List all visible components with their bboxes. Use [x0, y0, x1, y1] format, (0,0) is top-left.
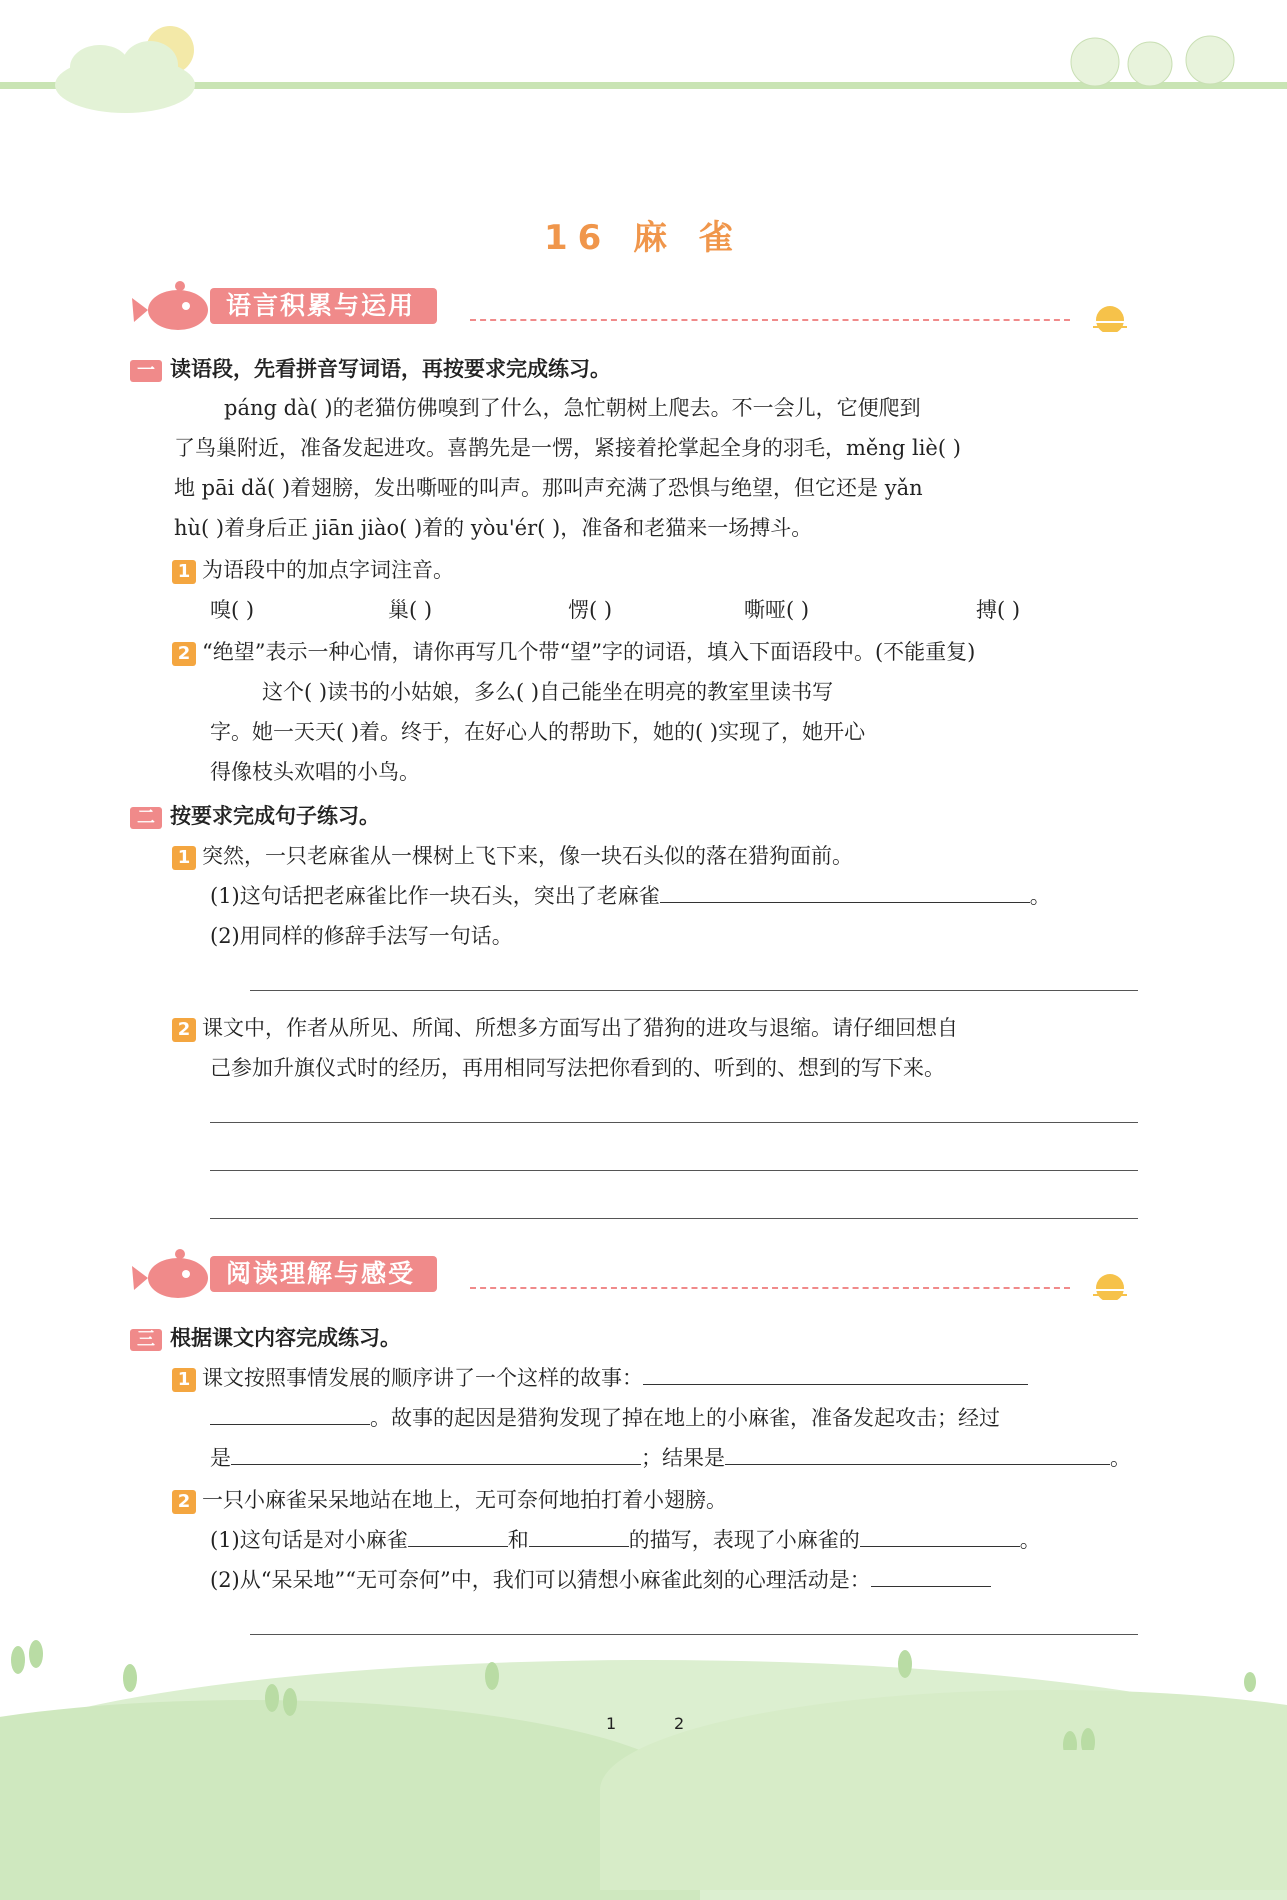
- sub-question-number: 2: [172, 1018, 196, 1042]
- answer-line[interactable]: [250, 990, 1138, 991]
- sub-part: [210, 876, 1051, 916]
- sub-part-end: 。: [1019, 1528, 1041, 1552]
- whale-icon: [130, 1248, 220, 1300]
- sub-part-text: ；结果是: [641, 1446, 725, 1470]
- page-title: 16 麻 雀: [544, 218, 743, 258]
- sub-part: [210, 1438, 1131, 1478]
- answer-blank[interactable]: [210, 1400, 370, 1425]
- section-divider: [470, 319, 1070, 321]
- sub-part-text: 是: [210, 1446, 231, 1470]
- section-banner: [130, 280, 1140, 332]
- sub-question: [172, 1008, 958, 1048]
- answer-line[interactable]: [210, 1170, 1138, 1171]
- sub-question-text: 突然，一只老麻雀从一棵树上飞下来，像一块石头似的落在猎狗面前。: [202, 844, 853, 868]
- sub-part: (2)用同样的修辞手法写一句话。: [210, 924, 513, 948]
- sub-part: [210, 1398, 1000, 1438]
- sub-question-text: 课文中，作者从所见、所闻、所想多方面写出了猎狗的进攻与退缩。请仔细回想自: [202, 1016, 958, 1040]
- sub-part-text: (2)从“呆呆地”“无可奈何”中，我们可以猜想小麻雀此刻的心理活动是：: [210, 1568, 871, 1592]
- fill-line: 字。她一天天( )着。终于，在好心人的帮助下，她的( )实现了，她开心: [210, 720, 866, 744]
- answer-line[interactable]: [210, 1122, 1138, 1123]
- sun-cloud-decoration: [20, 5, 220, 115]
- pinyin-item[interactable]: 巢( ): [388, 598, 433, 622]
- passage-line: hù( )着身后正 jiān jiào( )着的 yòu'ér( )，准备和老猫来一场搏斗。: [174, 516, 813, 540]
- passage-line: páng dà( )的老猫仿佛嗅到了什么，急忙朝树上爬去。不一会儿，它便爬到: [224, 396, 921, 420]
- passage-line: 了鸟巢附近，准备发起进攻。喜鹊先是一愣，紧接着抡掌起全身的羽毛，měng liè( ): [174, 436, 961, 460]
- question-number: 一: [130, 360, 162, 382]
- answer-blank[interactable]: [871, 1562, 991, 1587]
- sub-part: [210, 1560, 991, 1600]
- sub-part-end: 。: [1029, 884, 1051, 908]
- sub-question-number: 2: [172, 1490, 196, 1514]
- question-number: 二: [130, 807, 162, 829]
- sub-question: [172, 836, 853, 876]
- question-heading: [130, 800, 380, 830]
- sub-question-number: 1: [172, 560, 196, 584]
- answer-blank[interactable]: [725, 1440, 1110, 1465]
- sub-part-text: (1)这句话是对小麻雀: [210, 1528, 408, 1552]
- question-number: 三: [130, 1329, 162, 1351]
- sub-question-number: 1: [172, 1368, 196, 1392]
- sub-question: [172, 1358, 1028, 1398]
- sub-part-text: (1)这句话把老麻雀比作一块石头，突出了老麻雀: [210, 884, 660, 908]
- question-text: 读语段，先看拼音写词语，再按要求完成练习。: [170, 357, 611, 381]
- answer-blank[interactable]: [860, 1522, 1020, 1547]
- question-heading: [130, 353, 611, 383]
- passage-line: 地 pāi dǎ( )着翅膀，发出嘶哑的叫声。那叫声充满了恐惧与绝望，但它还是 yǎn: [174, 476, 923, 500]
- answer-blank[interactable]: [529, 1522, 629, 1547]
- sub-part-text: 的描写，表现了小麻雀的: [628, 1528, 860, 1552]
- sub-question: [172, 550, 454, 590]
- sub-question-number: 1: [172, 846, 196, 870]
- sunset-icon: [1085, 1260, 1135, 1300]
- fill-line: 这个( )读书的小姑娘，多么( )自己能坐在明亮的教室里读书写: [262, 680, 834, 704]
- sub-question: [172, 1480, 727, 1520]
- section-title: 语言积累与运用: [210, 288, 437, 324]
- pinyin-item[interactable]: 搏( ): [976, 598, 1021, 622]
- sub-question-text: 一只小麻雀呆呆地站在地上，无可奈何地拍打着小翅膀。: [202, 1488, 727, 1512]
- section-title: 阅读理解与感受: [210, 1256, 437, 1292]
- tree-decoration: [0, 1630, 1287, 1750]
- answer-blank[interactable]: [408, 1522, 508, 1547]
- answer-blank[interactable]: [643, 1360, 1028, 1385]
- question-heading: [130, 1322, 401, 1352]
- answer-blank[interactable]: [231, 1440, 641, 1465]
- sub-part-end: 。: [1110, 1446, 1131, 1470]
- answer-line[interactable]: [210, 1218, 1138, 1219]
- pinyin-item[interactable]: 愣( ): [568, 598, 613, 622]
- page-number: 1: [606, 1714, 617, 1733]
- sunset-icon: [1085, 292, 1135, 332]
- pinyin-item[interactable]: 嗅( ): [210, 598, 255, 622]
- sub-question-text: 课文按照事情发展的顺序讲了一个这样的故事：: [202, 1366, 643, 1390]
- animal-faces-decoration: [1055, 20, 1255, 90]
- whale-icon: [130, 280, 220, 332]
- fill-line: 得像枝头欢唱的小鸟。: [210, 760, 420, 784]
- sub-question-text: 为语段中的加点字词注音。: [202, 558, 454, 582]
- pinyin-item[interactable]: 嘶哑( ): [744, 598, 810, 622]
- question-text: 根据课文内容完成练习。: [170, 1326, 401, 1350]
- section-banner: [130, 1248, 1140, 1300]
- page-number: 2: [674, 1714, 685, 1733]
- sub-part-text: 和: [507, 1528, 529, 1552]
- section-divider: [470, 1287, 1070, 1289]
- sub-part-text: 。故事的起因是猎狗发现了掉在地上的小麻雀，准备发起攻击；经过: [370, 1406, 1000, 1430]
- answer-blank[interactable]: [660, 878, 1030, 903]
- sub-question: [172, 632, 975, 672]
- question-text: 按要求完成句子练习。: [170, 804, 380, 828]
- sub-question-number: 2: [172, 642, 196, 666]
- sub-part: [210, 1520, 1041, 1560]
- sub-question-text: “绝望”表示一种心情，请你再写几个带“望”字的词语，填入下面语段中。(不能重复): [202, 640, 976, 664]
- sub-question-text: 己参加升旗仪式时的经历，再用相同写法把你看到的、听到的、想到的写下来。: [210, 1056, 945, 1080]
